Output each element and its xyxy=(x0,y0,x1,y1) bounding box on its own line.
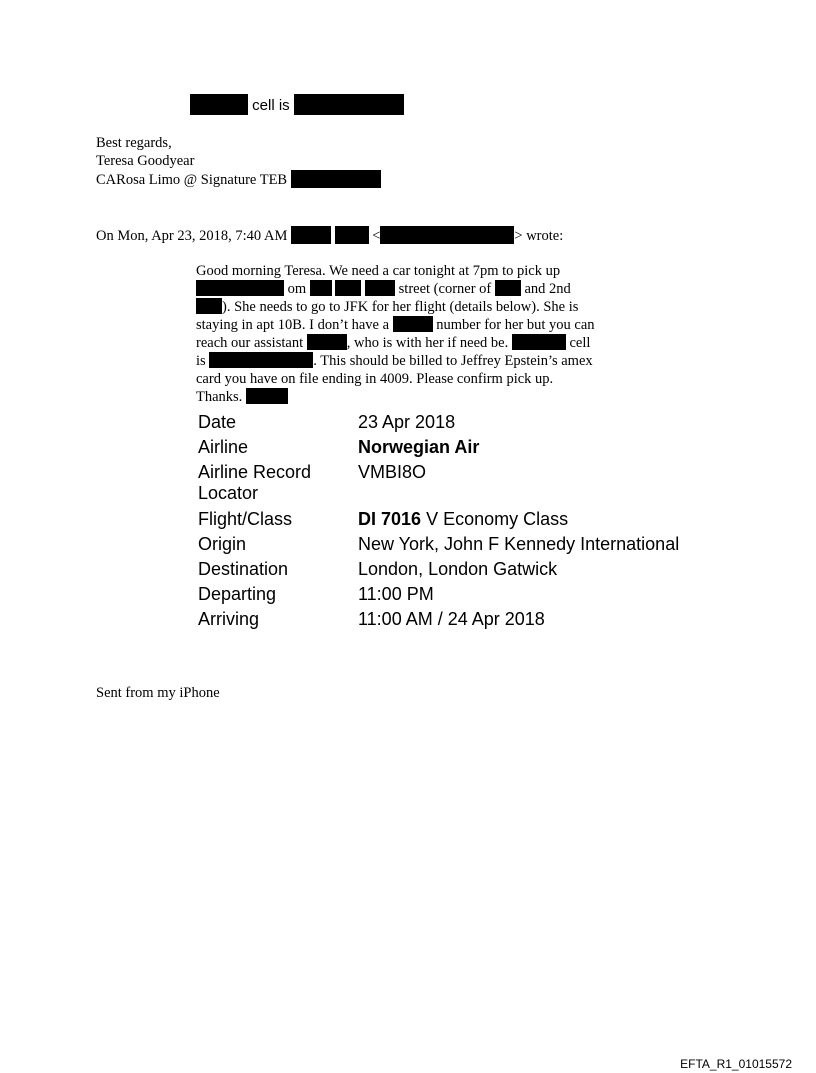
message-line-5 xyxy=(196,334,590,352)
message-text: . This should be billed to Jeffrey Epstein’s amex xyxy=(313,353,593,369)
itinerary-value: New York, John F Kennedy International xyxy=(358,534,680,554)
itinerary-value: 11:00 PM xyxy=(358,584,434,604)
message-line-6 xyxy=(196,352,593,370)
redaction-box xyxy=(291,170,381,188)
sent-from-line: Sent from my iPhone xyxy=(96,685,220,701)
message-text: reach our assistant xyxy=(196,335,304,351)
redaction-box xyxy=(310,280,332,296)
signature-company-line xyxy=(96,170,381,188)
redaction-box xyxy=(393,316,433,332)
redaction-box xyxy=(196,298,222,314)
itinerary-label: Arriving xyxy=(198,609,260,629)
itinerary-value: 11:00 AM / 24 Apr 2018 xyxy=(358,609,545,629)
cell-label: cell is xyxy=(252,97,290,114)
redaction-box xyxy=(190,94,248,115)
signature-name: Teresa Goodyear xyxy=(96,153,195,169)
itinerary-label: Flight/Class xyxy=(198,509,293,529)
redaction-box xyxy=(512,334,566,350)
message-text: staying in apt 10B. I don’t have a xyxy=(196,317,390,333)
redaction-box xyxy=(307,334,347,350)
redaction-box xyxy=(335,226,369,244)
itinerary-value: London, London Gatwick xyxy=(358,559,558,579)
itinerary-label: Departing xyxy=(198,584,277,604)
redaction-box xyxy=(365,280,395,296)
redaction-box xyxy=(294,94,404,115)
quoted-header-lt: < xyxy=(372,228,381,244)
message-line-3 xyxy=(196,298,578,316)
message-text: cell xyxy=(569,335,591,351)
flight-number: DI 7016 xyxy=(358,509,422,529)
message-text: street (corner of xyxy=(398,281,492,297)
message-line-2 xyxy=(196,280,571,298)
itinerary-value: 23 Apr 2018 xyxy=(358,412,456,432)
itinerary-value: Norwegian Air xyxy=(358,437,480,457)
itinerary-label: Destination xyxy=(198,559,289,579)
itinerary-value xyxy=(358,509,568,530)
message-text: is xyxy=(196,353,206,369)
itinerary-label: Date xyxy=(198,412,237,432)
redaction-box xyxy=(246,388,288,404)
itinerary-label: Origin xyxy=(198,534,247,554)
redaction-box xyxy=(495,280,521,296)
email-signature xyxy=(96,134,381,188)
redaction-box xyxy=(291,226,331,244)
message-line-4 xyxy=(196,316,595,334)
redaction-box xyxy=(380,226,514,244)
redaction-box xyxy=(196,280,284,296)
message-text: and 2nd xyxy=(524,281,571,297)
itinerary-value: VMBI8O xyxy=(358,462,427,482)
message-text: Thanks. xyxy=(196,389,243,405)
signature-closing: Best regards, xyxy=(96,135,172,151)
itinerary-label: Airline Record Locator xyxy=(198,462,312,503)
quoted-header-date: On Mon, Apr 23, 2018, 7:40 AM xyxy=(96,228,288,244)
quoted-header xyxy=(96,226,563,245)
itinerary-label: Airline xyxy=(198,437,249,457)
message-line-1: Good morning Teresa. We need a car tonight at 7pm to pick up xyxy=(196,263,561,279)
redaction-box xyxy=(335,280,361,296)
cell-line xyxy=(190,94,404,117)
message-text: om xyxy=(287,281,307,297)
redaction-box xyxy=(209,352,313,368)
message-text: number for her but you can xyxy=(436,317,595,333)
flight-class: V Economy Class xyxy=(426,509,569,529)
message-text: , who is with her if need be. xyxy=(346,335,509,351)
signature-company: CARosa Limo @ Signature TEB xyxy=(96,172,288,188)
message-line-7: card you have on file ending in 4009. Please confirm pick up. xyxy=(196,371,554,387)
document-id: EFTA_R1_01015572 xyxy=(680,1057,792,1071)
message-text: ). She needs to go to JFK for her flight (details below). She is xyxy=(222,299,579,315)
quoted-header-wrote: > wrote: xyxy=(514,228,564,244)
message-line-8 xyxy=(196,388,288,406)
